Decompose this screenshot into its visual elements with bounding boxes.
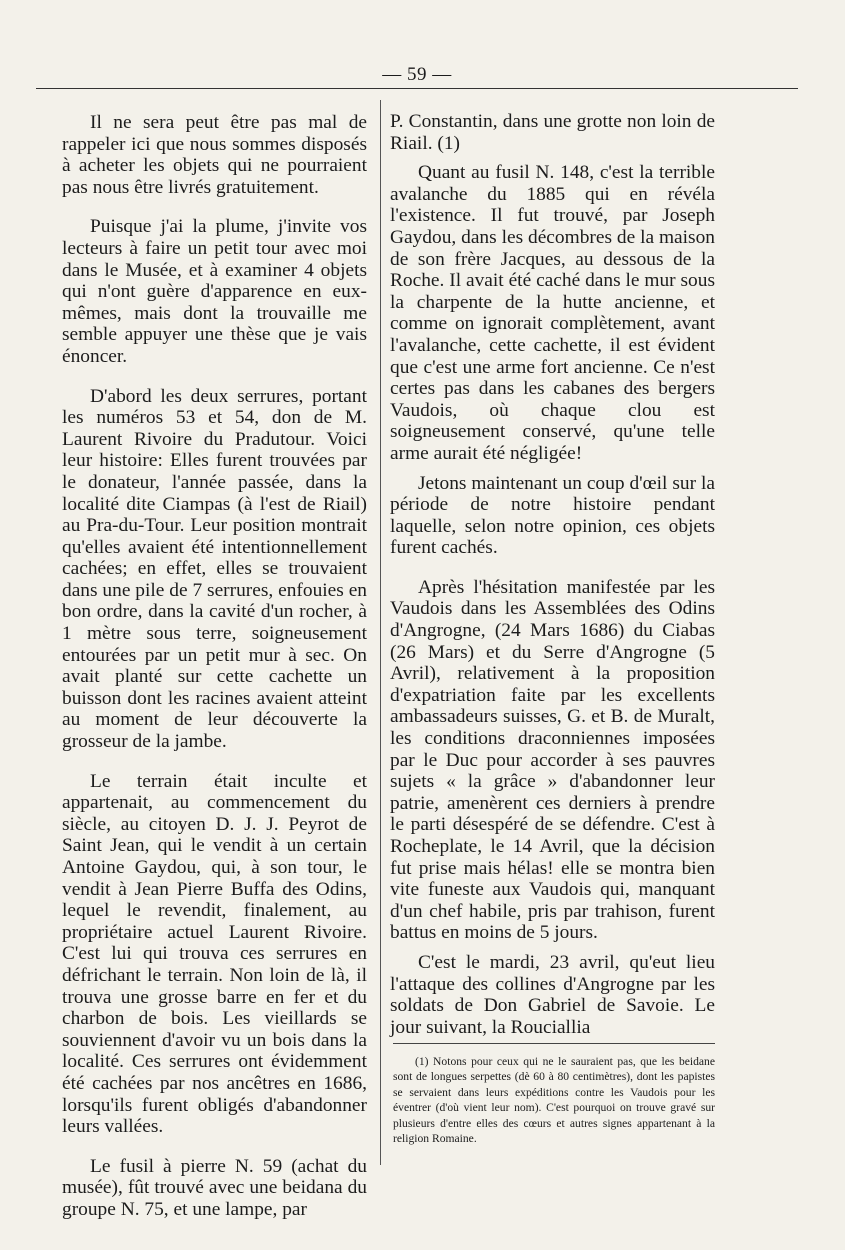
column-divider bbox=[380, 100, 381, 1165]
paragraph: Puisque j'ai la plume, j'invite vos lecteurs à faire un petit tour avec moi dans le Musée, et à examiner 4 objets qui n'ont guère d'apparence en eux-mêmes, mais dont la trouvaille me semble appuyer une thèse que je vais énoncer. bbox=[62, 216, 367, 367]
paragraph: Quant au fusil N. 148, c'est la terrible avalanche du 1885 qui en révéla l'existence. Il fut trouvé, par Joseph Gaydou, dans les décombres de la maison de son frère Jacques, au dessous de la Roche. Il avait été caché dans le mur sous la charpente de la hutte ancienne, et comme on ignorait complètement, avant l'avalanche, cette cachette, il est évident que c'est une arme fort ancienne. Ce n'est certes pas dans les cabanes des bergers Vaudois, où chaque clou est soigneusement conservé, qu'une telle arme aurait été négligée! bbox=[390, 162, 715, 464]
page-header bbox=[36, 60, 798, 90]
paragraph: Le fusil à pierre N. 59 (achat du musée), fût trouvé avec une beidana du groupe N. 75, et une lampe, par bbox=[62, 1155, 367, 1220]
paragraph: Après l'hésitation manifestée par les Vaudois dans les Assemblées des Odins d'Angrogne, (24 Mars 1686) du Ciabas (26 Mars) et du Serre d'Angrogne (5 Avril), relativement à la proposition d'expatriation faite par les excellents ambassadeurs suisses, G. et B. de Muralt, les conditions draconniennes imposées par le Duc pour accorder à ses pauvres sujets « la grâce » d'abandonner leur patrie, amenèrent ces derniers à prendre le parti désespéré de se défendre. C'est à Rocheplate, le 14 Avril, que la décision fut prise mais hélas! elle se montra bien vite funeste aux Vaudois qui, manquant d'un chef habile, pris par trahison, furent battus en moins de 5 jours. bbox=[390, 576, 715, 944]
header-rule bbox=[36, 88, 798, 89]
left-column bbox=[62, 112, 367, 1239]
paragraph: Le terrain était inculte et appartenait, au commencement du siècle, au citoyen D. J. J. Peyrot de Saint Jean, qui le vendit à un certain Antoine Gaydou, qui, à son tour, le vendit à Jean Pierre Buffa des Odins, lequel le revendit, finalement, au propriétaire actuel Laurent Rivoire. C'est lui qui trouva ces serrures en défrichant le terrain. Non loin de là, il trouva une grosse barre en fer et du charbon de bois. Les vieillards se souviennent d'avoir vu un bois dans la localité. Ces serrures ont évidemment été cachées par nos ancêtres en 1686, lorsqu'ils furent obligés d'abandonner leurs vallées. bbox=[62, 770, 367, 1138]
paragraph: P. Constantin, dans une grotte non loin de Riail. (1) bbox=[390, 111, 715, 154]
right-column bbox=[390, 111, 715, 1056]
paragraph: Jetons maintenant un coup d'œil sur la période de notre histoire pendant laquelle, selon notre opinion, ces objets furent cachés. bbox=[390, 472, 715, 559]
footnotes bbox=[393, 1043, 715, 1146]
footnote: (1) Notons pour ceux qui ne le sauraient pas, que les beidane sont de longues serpettes (dè 60 à 80 centimètres), dont les papistes se servaient dans leurs expéditions contre les Vaudois pour les éventrer (d'où vient leur nom). C'est pourquoi on trouve gravé sur plusieurs d'entre elles des cœurs et autres signes appartenant à la religion Romaine. bbox=[393, 1055, 715, 1146]
paragraph: C'est le mardi, 23 avril, qu'eut lieu l'attaque des collines d'Angrogne par les soldats de Don Gabriel de Savoie. Le jour suivant, la Rouciallia bbox=[390, 951, 715, 1038]
page-number: — 59 — bbox=[382, 64, 452, 85]
paragraph: Il ne sera peut être pas mal de rappeler ici que nous sommes disposés à acheter les objets qui ne pourraient pas nous être livrés gratuitement. bbox=[62, 112, 367, 198]
paragraph: D'abord les deux serrures, portant les numéros 53 et 54, don de M. Laurent Rivoire du Pradutour. Voici leur histoire: Elles furent trouvées par le donateur, l'année passée, dans la localité dite Ciampas (à l'est de Riail) au Pra-du-Tour. Leur position montrait qu'elles avaient été intentionnellement cachées; en effet, elles se trouvaient dans une pile de 7 serrures, enfouies en bon ordre, dans la cavité d'un rocher, à 1 mètre sous terre, soigneusement entourées par un petit mur à sec. On avait planté sur cette cachette un buisson dont les racines avaient atteint au moment de leur découverte la grosseur de la jambe. bbox=[62, 385, 367, 753]
